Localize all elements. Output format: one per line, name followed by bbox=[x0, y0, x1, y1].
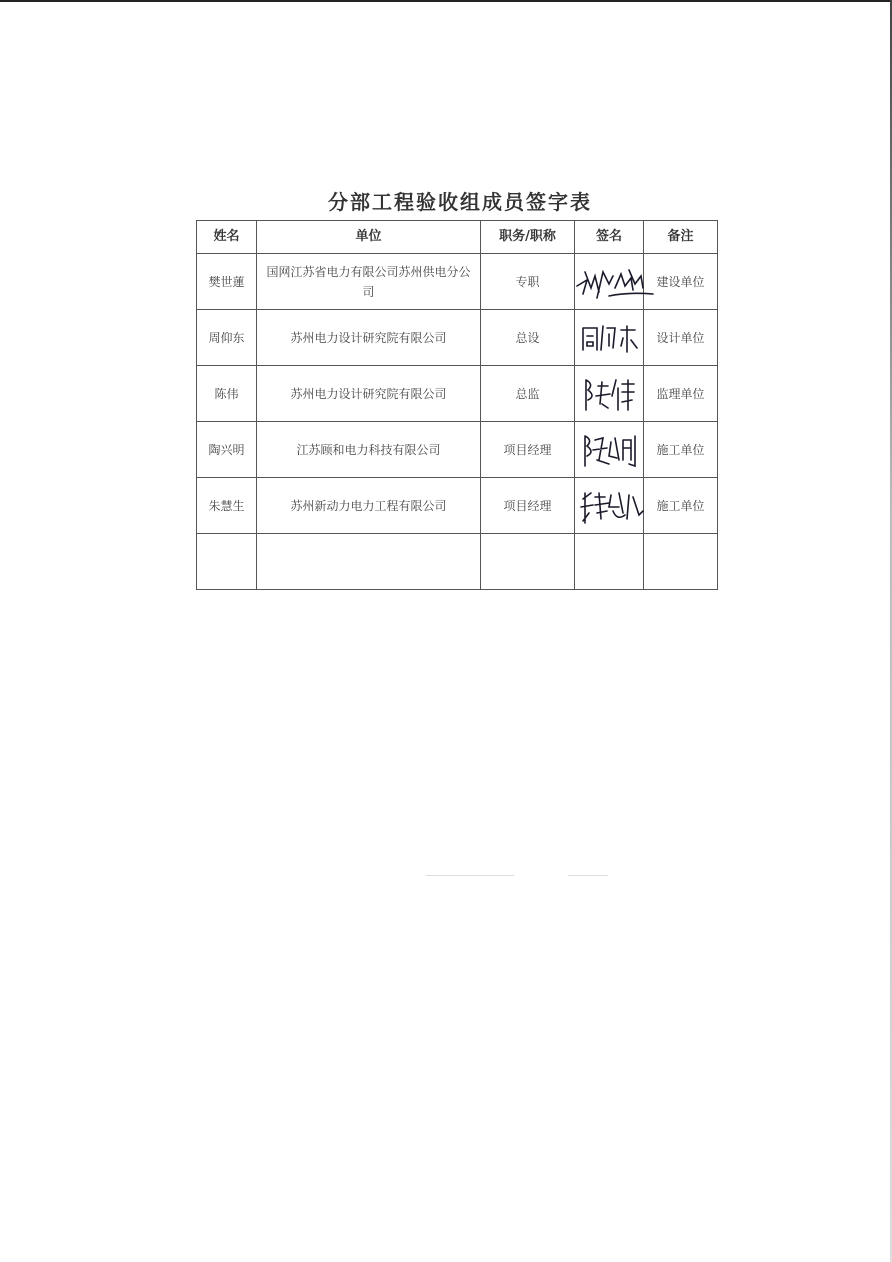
cell-signature bbox=[575, 310, 644, 366]
cell-remark: 监理单位 bbox=[644, 366, 718, 422]
scan-border-top bbox=[0, 0, 892, 2]
cell-title: 项目经理 bbox=[481, 422, 575, 478]
cell-signature bbox=[575, 366, 644, 422]
cell-unit bbox=[257, 534, 481, 590]
header-signature: 签名 bbox=[575, 221, 644, 254]
cell-signature bbox=[575, 422, 644, 478]
cell-remark bbox=[644, 534, 718, 590]
header-remark: 备注 bbox=[644, 221, 718, 254]
cell-signature bbox=[575, 478, 644, 534]
page-title: 分部工程验收组成员签字表 bbox=[328, 190, 592, 214]
cell-name: 朱慧生 bbox=[197, 478, 257, 534]
cell-title: 专职 bbox=[481, 254, 575, 310]
table-row bbox=[197, 254, 718, 310]
cell-title: 总监 bbox=[481, 366, 575, 422]
signature-table bbox=[196, 220, 718, 590]
table-row bbox=[197, 310, 718, 366]
header-unit: 单位 bbox=[257, 221, 481, 254]
cell-remark: 施工单位 bbox=[644, 422, 718, 478]
cell-name: 樊世蓮 bbox=[197, 254, 257, 310]
cell-name: 陶兴明 bbox=[197, 422, 257, 478]
handwritten-signature bbox=[579, 430, 641, 470]
cell-unit: 国网江苏省电力有限公司苏州供电分公司 bbox=[257, 254, 481, 310]
cell-signature bbox=[575, 534, 644, 590]
cell-title: 总设 bbox=[481, 310, 575, 366]
cell-remark: 设计单位 bbox=[644, 310, 718, 366]
header-name: 姓名 bbox=[197, 221, 257, 254]
scan-artifact bbox=[426, 875, 514, 876]
cell-signature bbox=[575, 254, 644, 310]
cell-unit: 苏州电力设计研究院有限公司 bbox=[257, 366, 481, 422]
cell-remark: 施工单位 bbox=[644, 478, 718, 534]
cell-name: 陈伟 bbox=[197, 366, 257, 422]
scan-artifact bbox=[568, 875, 608, 876]
header-title: 职务/职称 bbox=[481, 221, 575, 254]
table-header-row bbox=[197, 221, 718, 254]
table-row bbox=[197, 534, 718, 590]
handwritten-signature bbox=[580, 374, 638, 414]
handwritten-signature bbox=[579, 318, 641, 358]
table-row bbox=[197, 422, 718, 478]
cell-unit: 苏州电力设计研究院有限公司 bbox=[257, 310, 481, 366]
cell-unit: 江苏顾和电力科技有限公司 bbox=[257, 422, 481, 478]
cell-title bbox=[481, 534, 575, 590]
cell-unit: 苏州新动力电力工程有限公司 bbox=[257, 478, 481, 534]
table-row bbox=[197, 478, 718, 534]
cell-title: 项目经理 bbox=[481, 478, 575, 534]
handwritten-signature bbox=[579, 485, 645, 527]
cell-name bbox=[197, 534, 257, 590]
cell-name: 周仰东 bbox=[197, 310, 257, 366]
cell-remark: 建设单位 bbox=[644, 254, 718, 310]
table-row bbox=[197, 366, 718, 422]
